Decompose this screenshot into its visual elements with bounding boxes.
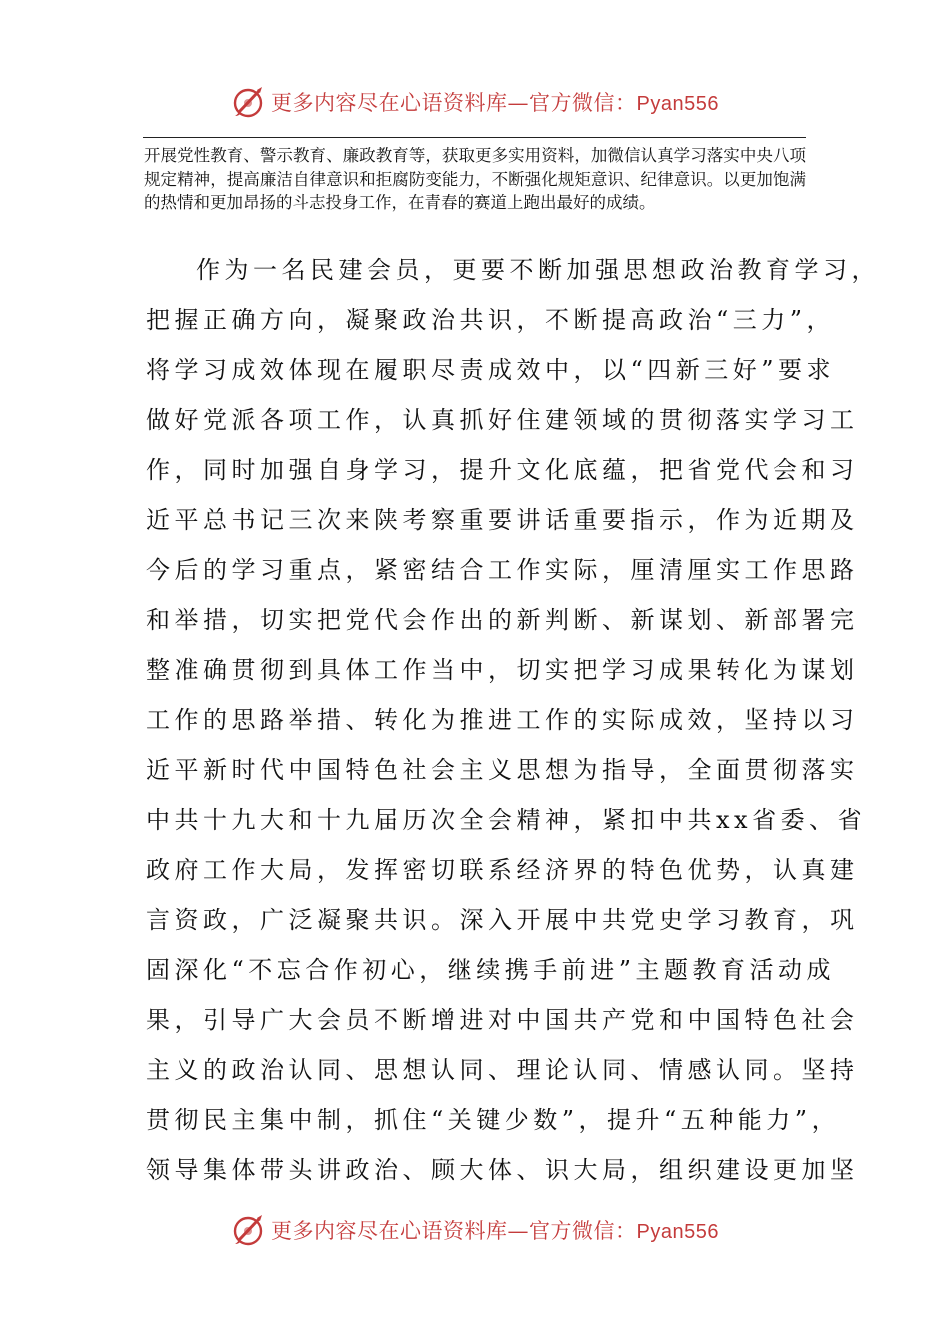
body-line: 作，同时加强自身学习，提升文化底蕴，把省党代会和习	[146, 456, 859, 484]
body-line: 中共十九大和十九届历次全会精神，紧扣中共xx省委、省	[146, 806, 867, 834]
footer-banner-main: 更多内容尽在心语资料库—官方微信：	[271, 1219, 637, 1243]
body-line: 整准确贯彻到具体工作当中，切实把学习成果转化为谋划	[146, 656, 859, 684]
body-line: 把握正确方向，凝聚政治共识，不断提高政治“三力”，	[146, 306, 836, 334]
body-line: 领导集体带头讲政治、顾大体、识大局，组织建设更加坚	[146, 1156, 859, 1184]
header-divider	[143, 137, 806, 138]
body-line: 言资政，广泛凝聚共识。深入开展中共党史学习教育，巩	[146, 906, 859, 934]
body-line: 固深化“不忘合作初心，继续携手前进”主题教育活动成	[146, 956, 836, 984]
body-line: 将学习成效体现在履职尽责成效中，以“四新三好”要求	[146, 356, 836, 384]
header-banner-main: 更多内容尽在心语资料库—官方微信：	[271, 91, 637, 115]
footer-banner	[0, 1208, 950, 1252]
footer-wechat-id: Pyan556	[636, 1221, 719, 1243]
body-line: 近平新时代中国特色社会主义思想为指导，全面贯彻落实	[146, 756, 859, 784]
body-line: 政府工作大局，发挥密切联系经济界的特色优势，认真建	[146, 856, 859, 884]
body-line: 果，引导广大会员不断增进对中国共产党和中国特色社会	[146, 1006, 859, 1034]
footer-banner-text	[271, 1215, 719, 1245]
body-line: 今后的学习重点，紧密结合工作实际，厘清厘实工作思路	[146, 556, 859, 584]
header-banner-text	[271, 87, 719, 117]
brush-logo-icon	[231, 1212, 267, 1248]
header-wechat-id: Pyan556	[636, 93, 719, 115]
body-line: 作为一名民建会员，更要不断加强思想政治教育学习，	[196, 256, 880, 284]
body-line: 主义的政治认同、思想认同、理论认同、情感认同。坚持	[146, 1056, 859, 1084]
notice-paragraph: 开展党性教育、警示教育、廉政教育等，获取更多实用资料，加微信认真学习落实中央八项规定精神，提高廉洁自律意识和拒腐防变能力，不断强化规矩意识、纪律意识。以更加饱满的热情和更加昂扬的斗志投身工作，在青春的赛道上跑出最好的成绩。	[144, 146, 806, 212]
body-line: 贯彻民主集中制，抓住“关键少数”，提升“五种能力”，	[146, 1106, 841, 1134]
brush-logo-icon	[231, 84, 267, 120]
body-line: 近平总书记三次来陕考察重要讲话重要指示，作为近期及	[146, 506, 859, 534]
header-banner	[0, 80, 950, 124]
body-line: 和举措，切实把党代会作出的新判断、新谋划、新部署完	[146, 606, 859, 634]
body-line: 工作的思路举措、转化为推进工作的实际成效，坚持以习	[146, 706, 859, 734]
body-line: 做好党派各项工作，认真抓好住建领域的贯彻落实学习工	[146, 406, 859, 434]
